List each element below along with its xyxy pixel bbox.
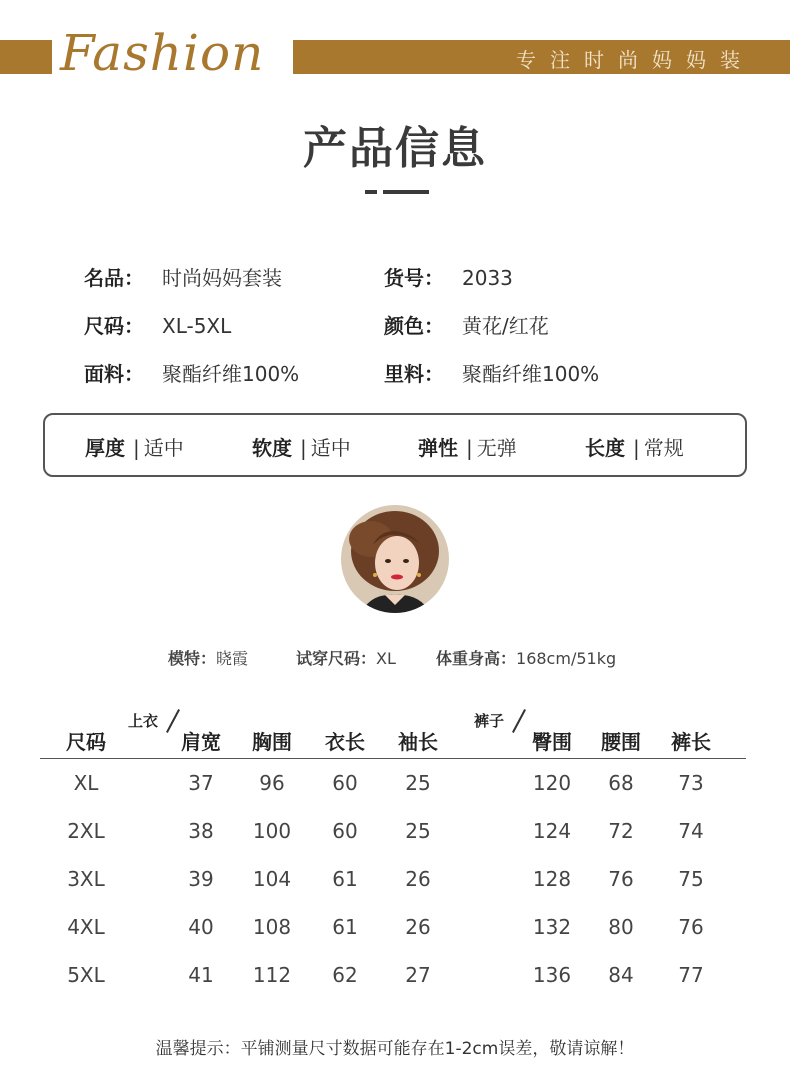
prop-length: 长度 | 常规 [585, 436, 684, 460]
table-cell: 72 [608, 819, 634, 843]
table-cell: 27 [405, 963, 431, 987]
table-col-waist: 腰围 [601, 730, 641, 754]
table-cell: 68 [608, 771, 634, 795]
table-cell: 39 [188, 867, 214, 891]
table-cell: 38 [188, 819, 214, 843]
info-fabric: 面料： 聚酯纤维100% [84, 362, 300, 386]
table-cell: 61 [332, 915, 358, 939]
table-cell: 26 [405, 867, 431, 891]
table-cell: 61 [332, 867, 358, 891]
table-header-size: 尺码 [66, 730, 106, 754]
table-cell: 62 [332, 963, 358, 987]
table-cell: 41 [188, 963, 214, 987]
table-group-bottom: 裤子 [474, 712, 505, 730]
model-try-size: 试穿尺码：XL [296, 649, 396, 668]
info-item-no: 货号： 2033 [384, 266, 513, 290]
model-avatar [341, 505, 449, 613]
property-box [43, 413, 747, 477]
banner-bar-left [0, 40, 52, 74]
table-cell: 80 [608, 915, 634, 939]
table-col-hip: 臀围 [532, 730, 572, 754]
table-col-length: 衣长 [325, 730, 365, 754]
table-cell: 84 [608, 963, 634, 987]
table-col-shoulder: 肩宽 [181, 730, 221, 754]
table-cell: 128 [532, 867, 572, 891]
table-cell: 104 [252, 867, 292, 891]
table-cell: 132 [532, 915, 572, 939]
table-cell: 77 [678, 963, 704, 987]
table-cell: 100 [252, 819, 292, 843]
table-row-size: 2XL [67, 819, 105, 843]
table-cell: 76 [678, 915, 704, 939]
info-size: 尺码： XL-5XL [84, 314, 232, 338]
table-cell: 26 [405, 915, 431, 939]
table-row-size: 3XL [67, 867, 105, 891]
brand-logo: Fashion [60, 24, 265, 82]
table-cell: 73 [678, 771, 704, 795]
table-cell: 60 [332, 771, 358, 795]
table-cell: 40 [188, 915, 214, 939]
table-col-sleeve: 袖长 [398, 730, 438, 754]
table-cell: 108 [252, 915, 292, 939]
title-divider [365, 190, 429, 194]
table-divider [40, 758, 746, 759]
table-cell: 25 [405, 771, 431, 795]
prop-thickness: 厚度 | 适中 [85, 436, 184, 460]
table-cell: 124 [532, 819, 572, 843]
model-name: 模特：晓霞 [168, 649, 249, 668]
table-col-pants-length: 裤长 [671, 730, 711, 754]
table-col-chest: 胸围 [252, 730, 292, 754]
table-cell: 37 [188, 771, 214, 795]
table-row-size: 5XL [67, 963, 105, 987]
measurement-tip: 温馨提示：平铺测量尺寸数据可能存在1-2cm误差，敬请谅解！ [155, 1039, 635, 1059]
table-group-top: 上衣 [128, 712, 159, 730]
table-cell: 112 [252, 963, 292, 987]
table-row-size: 4XL [67, 915, 105, 939]
info-color: 颜色： 黄花/红花 [384, 314, 549, 338]
prop-elasticity: 弹性 | 无弹 [418, 436, 517, 460]
info-lining: 里料： 聚酯纤维100% [384, 362, 600, 386]
table-cell: 136 [532, 963, 572, 987]
table-cell: 74 [678, 819, 704, 843]
banner-slogan: 专注时尚妈妈装 [516, 48, 754, 72]
info-name: 名品： 时尚妈妈套装 [84, 266, 282, 290]
table-cell: 76 [608, 867, 634, 891]
table-row-size: XL [73, 771, 99, 795]
table-cell: 75 [678, 867, 704, 891]
table-cell: 60 [332, 819, 358, 843]
model-height-weight: 体重身高：168cm/51kg [436, 649, 617, 668]
table-cell: 96 [259, 771, 285, 795]
header-banner [0, 24, 790, 82]
table-cell: 25 [405, 819, 431, 843]
page-title: 产品信息 [303, 123, 487, 174]
prop-softness: 软度 | 适中 [252, 436, 351, 460]
table-cell: 120 [532, 771, 572, 795]
